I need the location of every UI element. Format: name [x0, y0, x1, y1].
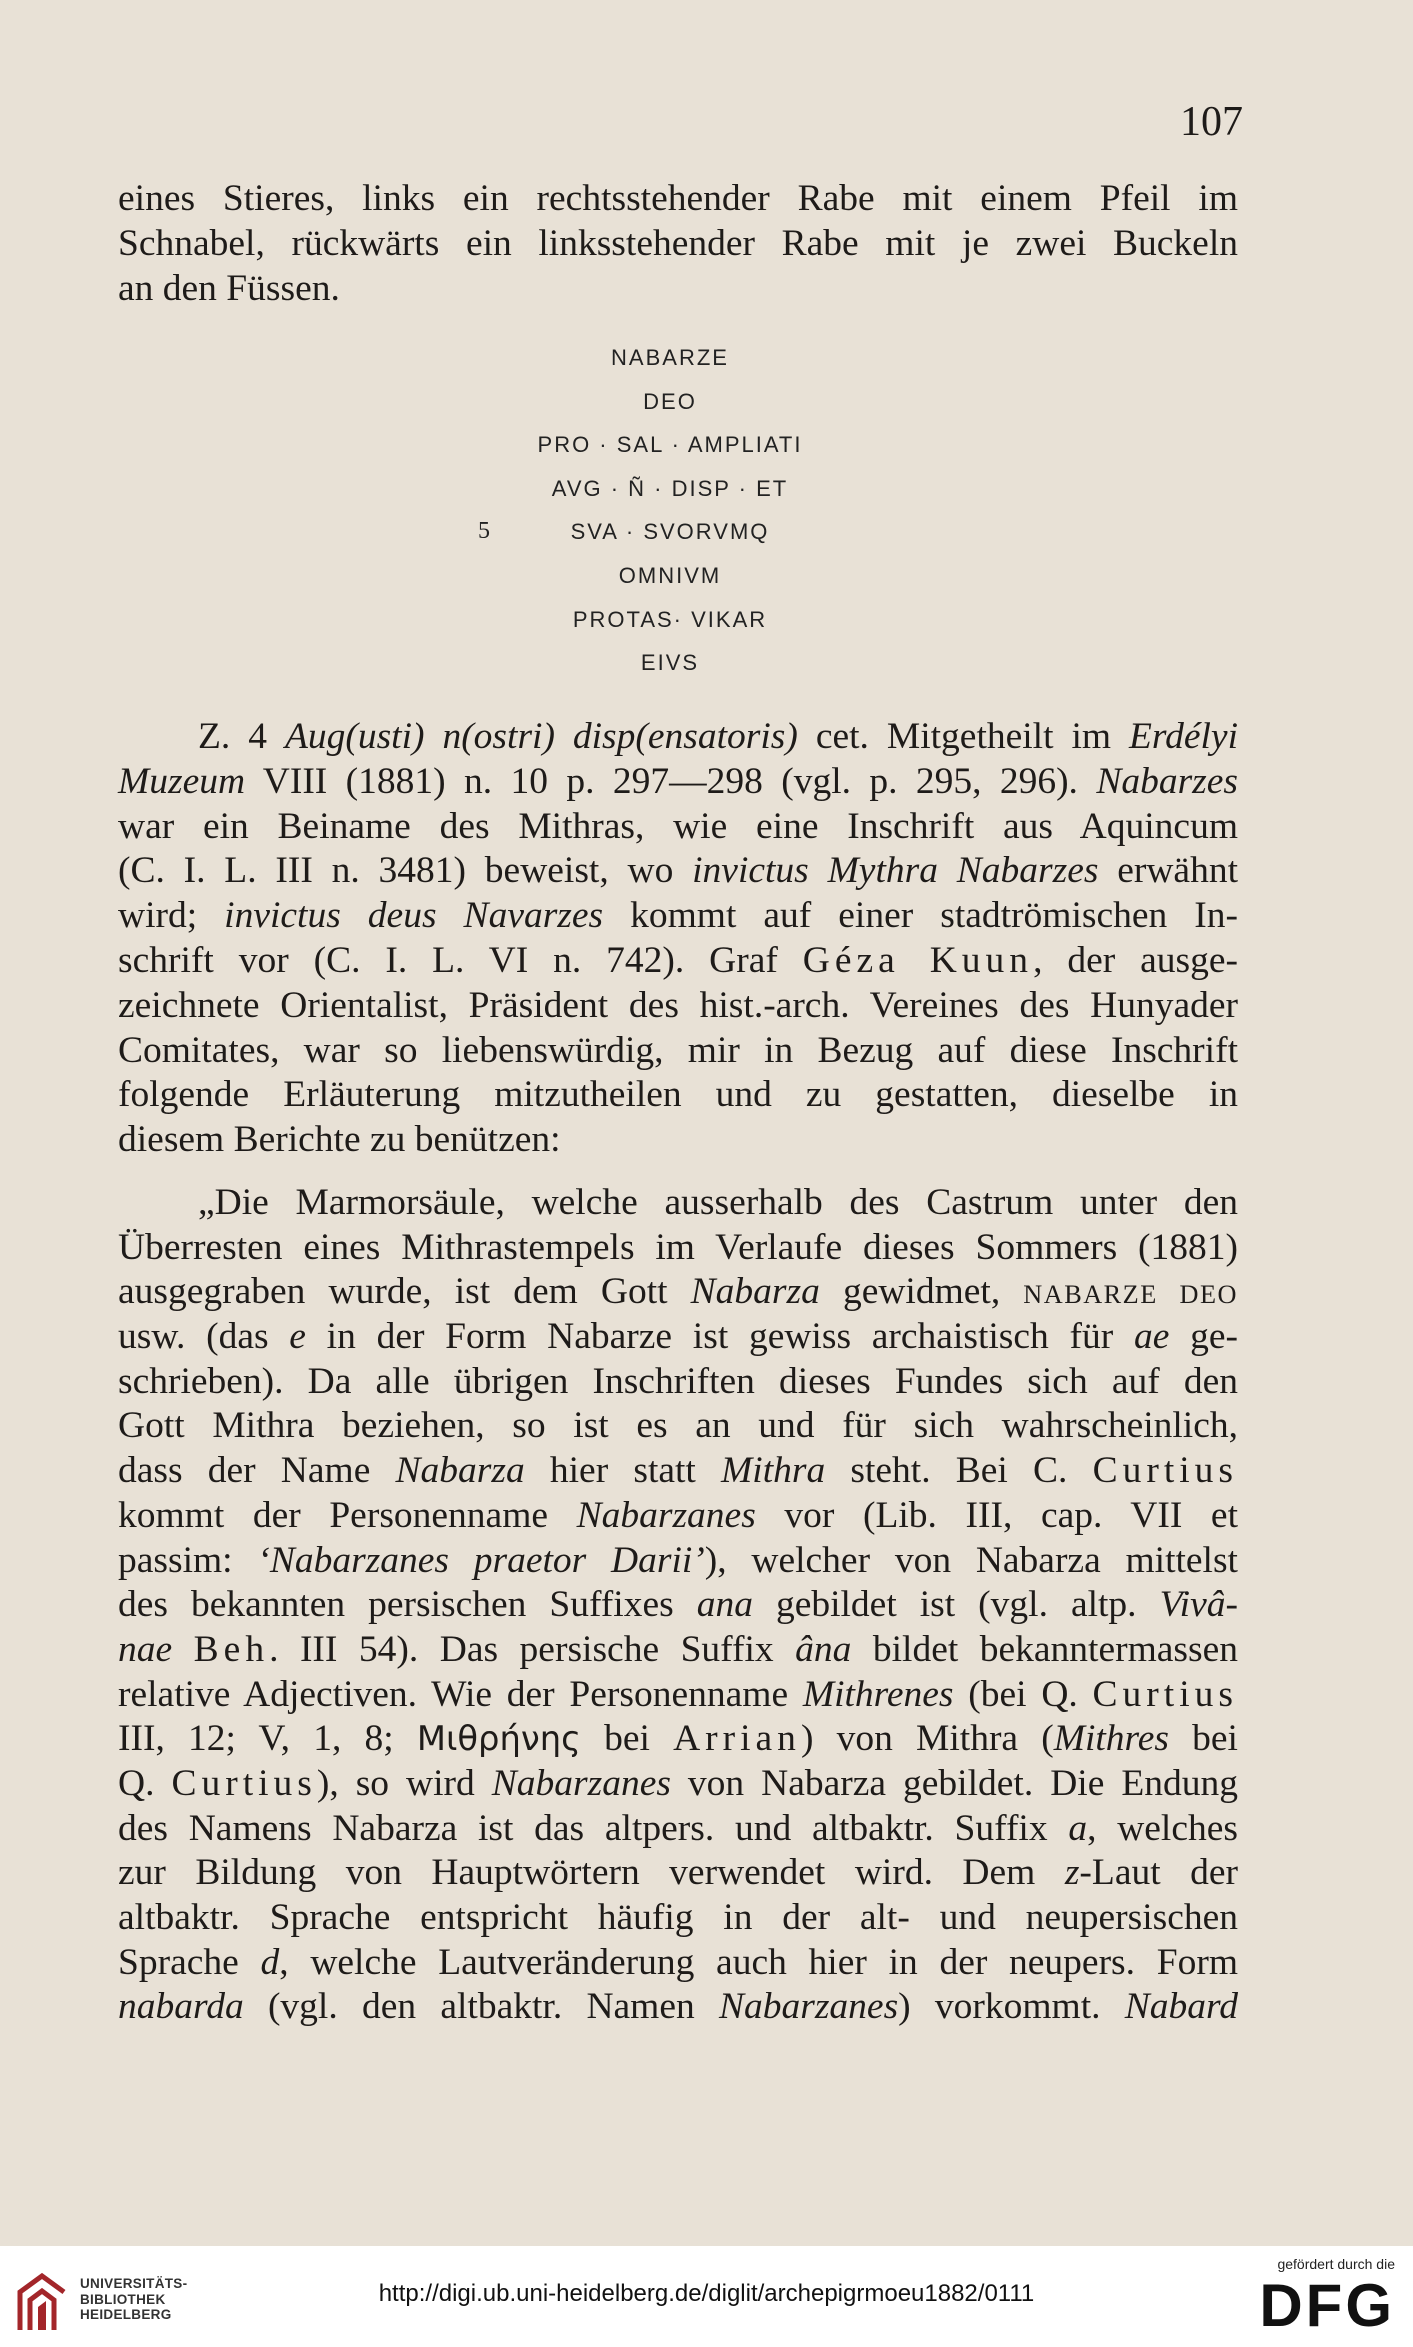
library-name: UNIVERSITÄTS- BIBLIOTHEK HEIDELBERG — [80, 2276, 188, 2322]
text-line: diesem Berichte zu benützen: — [118, 1119, 561, 1161]
text-line: nae Beh. III 54). Das persische Suffix âna bildet bekanntermassen — [118, 1628, 1239, 1670]
text-line: Q. Curtius), so wird Nabarzanes von Nabarza gebildet. Die Endung — [118, 1762, 1238, 1804]
text-line: III, 12; V, 1, 8; Μιθρήνης bei Arrian) von Mithra (Mithres bei — [118, 1718, 1238, 1760]
text-line: zur Bildung von Hauptwörtern verwendet wird. Dem z-Laut der — [118, 1852, 1238, 1894]
text-line: zeichnete Orientalist, Präsident des hist.-arch. Vereines des Hunyader — [118, 984, 1238, 1026]
text-line: Z. 4 Aug(usti) n(ostri) disp(ensatoris) cet. Mitgetheilt im Erdélyi — [198, 716, 1238, 757]
text-line: usw. (das e in der Form Nabarze ist gewiss archaistisch für ae ge- — [118, 1316, 1238, 1358]
text-line: relative Adjectiven. Wie der Personenname Mithrenes (bei Q. Curtius — [118, 1673, 1238, 1715]
inscription-line-5 — [440, 510, 900, 554]
text-line: Sprache d, welche Lautveränderung auch hier in der neupers. Form — [118, 1941, 1238, 1983]
inscription-line: DEO — [643, 388, 697, 414]
text-line: schrieben). Da alle übrigen Inschriften dieses Fundes sich auf den — [118, 1360, 1238, 1402]
text-line: folgende Erläuterung mitzutheilen und zu gestatten, dieselbe in — [118, 1074, 1238, 1116]
inscription-line: NABARZE — [611, 345, 729, 370]
text-line: passim: ‘Nabarzanes praetor Darii’), welcher von Nabarza mittelst — [118, 1539, 1238, 1581]
paragraph-2 — [118, 715, 1238, 1163]
inscription-line: AVG · Ñ · DISP · ET — [551, 475, 789, 501]
text-line: nabarda (vgl. den altbaktr. Namen Nabarzanes) vorkommt. Nabard — [118, 1986, 1238, 2028]
text-line: altbaktr. Sprache entspricht häufig in der alt- und neupersischen — [118, 1897, 1238, 1938]
footer-bar — [0, 2246, 1413, 2347]
funding-note: gefördert durch die — [1277, 2256, 1395, 2272]
permalink-url[interactable]: http://digi.ub.uni-heidelberg.de/diglit/archepigrmoeu1882/0111 — [378, 2280, 1035, 2307]
text-line: Gott Mithra beziehen, so ist es an und für sich wahrscheinlich, — [118, 1405, 1238, 1447]
text-line: des Namens Nabarza ist das altpers. und altbaktr. Suffix a, welches — [118, 1807, 1238, 1849]
inscription-line: EIVS — [640, 650, 700, 676]
text-line: kommt der Personenname Nabarzanes vor (Lib. III, cap. VII et — [118, 1494, 1238, 1536]
text-line: wird; invictus deus Navarzes kommt auf einer stadtrömischen In- — [118, 895, 1238, 937]
text-line: ausgegraben wurde, ist dem Gott Nabarza gewidmet, NABARZE DEO — [118, 1271, 1238, 1313]
text-line: „Die Marmorsäule, welche ausserhalb des Castrum unter den — [198, 1182, 1238, 1223]
inscription-line: PRO · SAL · AMPLIATI — [537, 432, 803, 458]
text-line: an den Füssen. — [118, 268, 340, 309]
dfg-logo: DFG — [1259, 2272, 1395, 2339]
text-line: (C. I. L. III n. 3481) beweist, wo invictus Mythra Nabarzes erwähnt — [118, 850, 1238, 892]
inscription-line: OMNIVM — [618, 562, 722, 588]
text-line: Comitates, war so liebenswürdig, mir in Bezug auf diese Inschrift — [118, 1029, 1238, 1071]
inscription-line-number: 5 — [478, 518, 490, 545]
text-line: des bekannten persischen Suffixes ana gebildet ist (vgl. altp. Vivâ- — [118, 1584, 1238, 1626]
text-line: war ein Beiname des Mithras, wie eine Inschrift aus Aquincum — [118, 805, 1238, 847]
text-line: Schnabel, rückwärts ein linksstehender Rabe mit je zwei Buckeln — [118, 223, 1238, 264]
page-number: 107 — [1180, 99, 1243, 145]
text-line: dass der Name Nabarza hier statt Mithra steht. Bei C. Curtius — [118, 1450, 1238, 1492]
text-line: eines Stieres, links ein rechtsstehender Rabe mit einem Pfeil im — [118, 178, 1238, 219]
inscription-line-text: SVA · SVORVMQ — [570, 519, 770, 545]
text-line: schrift vor (C. I. L. VI n. 742). Graf Géza Kuun, der ausge- — [118, 939, 1238, 981]
text-line: Muzeum VIII (1881) n. 10 p. 297—298 (vgl. p. 295, 296). Nabarzes — [118, 760, 1238, 802]
paragraph-3 — [118, 1181, 1238, 2030]
inscription-block — [440, 336, 900, 685]
paragraph-1 — [118, 176, 1238, 311]
inscription-line: PROTAS· VIKAR — [572, 606, 768, 632]
text-line: Überresten eines Mithrastempels im Verlaufe dieses Sommers (1881) — [118, 1226, 1238, 1268]
